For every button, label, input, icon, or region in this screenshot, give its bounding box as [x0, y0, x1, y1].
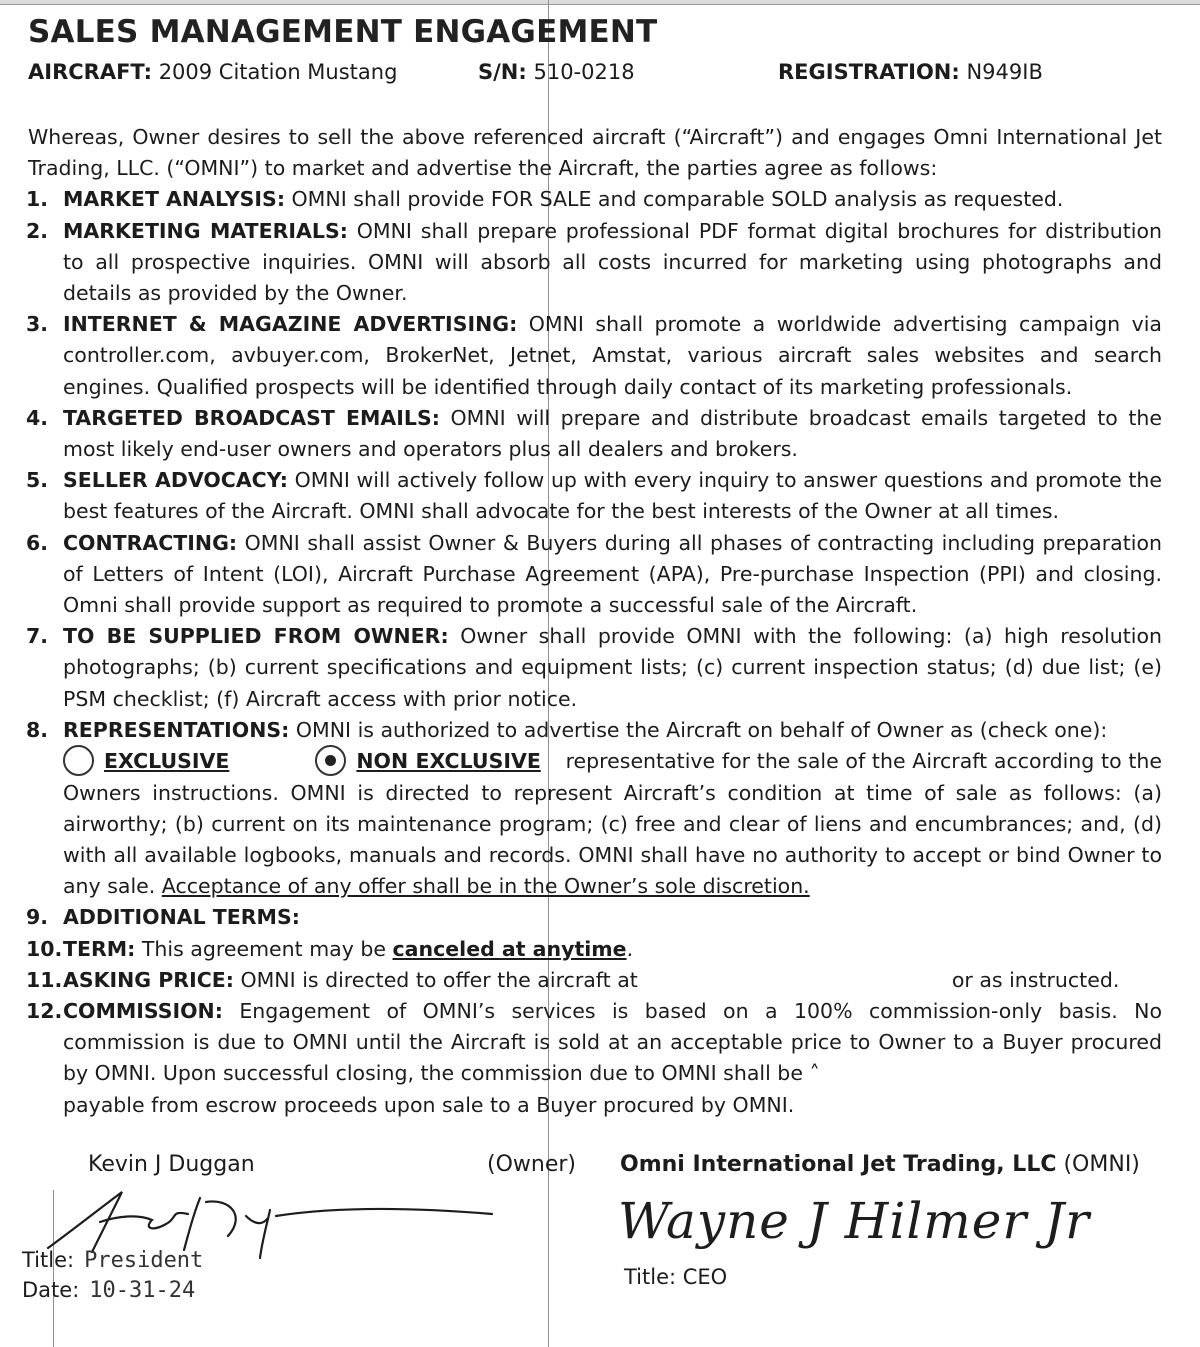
clause-label: COMMISSION:	[63, 998, 223, 1023]
clause-label: MARKET ANALYSIS:	[63, 187, 286, 212]
clause-number: 5.	[26, 468, 49, 493]
clause-number: 7.	[26, 624, 49, 649]
non-exclusive-radio[interactable]	[315, 745, 346, 776]
clause-label: MARKETING MATERIALS:	[63, 218, 348, 243]
clause-number: 10.	[26, 936, 63, 961]
agreement-body	[26, 122, 1162, 1121]
clause-number: 4.	[26, 405, 49, 430]
clause-10	[26, 934, 1162, 965]
clause-text: This agreement may be	[135, 936, 393, 961]
clause-label: REPRESENTATIONS:	[63, 717, 290, 742]
clause-number: 6.	[26, 530, 49, 555]
clause-number: 2.	[26, 218, 49, 243]
exclusive-radio[interactable]	[63, 745, 94, 776]
clause-12	[26, 996, 1162, 1121]
clause-number: 9.	[26, 905, 49, 930]
cancel-emphasis: canceled at anytime	[392, 936, 627, 961]
clause-text: OMNI shall provide FOR SALE and comparable SOLD analysis as requested.	[285, 187, 1064, 212]
clause-text: OMNI shall prepare professional PDF format digital brochures for distribution to all prospective inquiries. OMNI will absorb all costs incurred for marketing using photographs and details as provided by the Owner.	[63, 218, 1162, 306]
clause-text: OMNI shall promote a worldwide advertising campaign via controller.com, avbuyer.com, BrokerNet, Jetnet, Amstat, various aircraft sales websites and search engines. Qualified prospects will be identified through daily contact of its marketing professionals.	[63, 312, 1162, 399]
omni-tag: (OMNI)	[1056, 1152, 1140, 1177]
owner-date	[22, 1278, 195, 1303]
registration-label: REGISTRATION:	[778, 60, 960, 84]
clause-8	[26, 715, 1162, 903]
clause-text: OMNI will actively follow up with every inquiry to answer questions and promote the best features of the Aircraft. OMNI shall advocate for the best interests of the Owner at all times.	[63, 468, 1162, 524]
top-border	[0, 0, 1200, 5]
non-exclusive-option-label: NON EXCLUSIVE	[356, 749, 541, 774]
aircraft-value: 2009 Citation Mustang	[158, 60, 398, 84]
acceptance-note: Acceptance of any offer shall be in the Owner’s sole discretion.	[161, 874, 810, 899]
owner-date-value: 10-31-24	[89, 1278, 196, 1303]
owner-title	[22, 1248, 203, 1273]
clause-number: 8.	[26, 717, 49, 742]
registration-field	[778, 60, 1043, 84]
owner-date-label: Date:	[22, 1278, 80, 1302]
clause-11	[26, 965, 1162, 996]
clause-9	[26, 902, 1162, 933]
clause-number: 11.	[26, 967, 63, 992]
clause-end: .	[626, 936, 634, 961]
clause-label: TO BE SUPPLIED FROM OWNER:	[63, 624, 449, 649]
clause-3	[26, 309, 1162, 403]
exclusive-option-label: EXCLUSIVE	[104, 749, 230, 774]
document-title: SALES MANAGEMENT ENGAGEMENT	[28, 14, 658, 50]
intro-paragraph: Whereas, Owner desires to sell the above referenced aircraft (“Aircraft”) and engages Omni International Jet Trading, LLC. (“OMNI”) to market and advertise the Aircraft, the parties agree as follows:	[28, 125, 1162, 181]
aircraft-field	[28, 60, 397, 84]
owner-title-value: President	[84, 1248, 204, 1273]
clause-label: TARGETED BROADCAST EMAILS:	[63, 405, 440, 430]
clause-number: 12.	[26, 998, 63, 1023]
owner-title-label: Title:	[22, 1248, 75, 1272]
clause-label: ADDITIONAL TERMS:	[63, 905, 300, 930]
omni-company-name: Omni International Jet Trading, LLC	[620, 1152, 1057, 1177]
clause-7	[26, 621, 1162, 715]
registration-value: N949IB	[966, 60, 1043, 84]
clause-label: TERM:	[63, 936, 136, 961]
clause-number: 1.	[26, 187, 49, 212]
clause-text: Engagement of OMNI’s services is based on a 100% commission-only basis. No commission is due to OMNI until the Aircraft is sold at an acceptable price to Owner to a Buyer procured by OMNI. Upon successful closing, the commission due to OMNI shall be ˄	[63, 998, 1162, 1086]
clause-text-after: representative for the sale of the Aircraft according to the Owners instructions. OMNI is directed to represent Aircraft’s condition at time of sale as follows: (a) airworthy; (b) current on its maintenance program; (c) free and clear of liens and encumbrances; and, (d) with all available logbooks, manuals and records. OMNI shall have no authority to accept or bind Owner to any sale.	[63, 749, 1162, 899]
clause-text: OMNI is authorized to advertise the Aircraft on behalf of Owner as (check one):	[289, 717, 1108, 742]
clause-6	[26, 528, 1162, 622]
owner-name: Kevin J Duggan	[88, 1152, 255, 1177]
serial-value: 510-0218	[533, 60, 635, 84]
serial-label: S/N:	[478, 60, 527, 84]
clause-label: CONTRACTING:	[63, 530, 238, 555]
aircraft-label: AIRCRAFT:	[28, 60, 152, 84]
clause-1	[26, 184, 1162, 215]
serial-field	[478, 60, 635, 84]
clause-label: ASKING PRICE:	[63, 967, 234, 992]
clause-text: OMNI shall assist Owner & Buyers during all phases of contracting including preparation of Letters of Intent (LOI), Aircraft Purchase Agreement (APA), Pre-purchase Inspection (PPI) and closing. Omni shall provide support as required to promote a successful sale of the Aircraft.	[63, 530, 1162, 618]
clause-number: 3.	[26, 312, 49, 337]
clause-4	[26, 403, 1162, 465]
omni-company	[620, 1152, 1140, 1177]
clause-text: Owner shall provide OMNI with the following: (a) high resolution photographs; (b) current specifications and equipment lists; (c) current inspection status; (d) due list; (e) PSM checklist; (f) Aircraft access with prior notice.	[63, 624, 1163, 711]
clause-text-2: payable from escrow proceeds upon sale to a Buyer procured by OMNI.	[63, 1092, 795, 1117]
clause-text: OMNI is directed to offer the aircraft at	[233, 967, 638, 992]
clause-2	[26, 216, 1162, 310]
clause-5	[26, 465, 1162, 527]
omni-title: Title: CEO	[624, 1265, 728, 1289]
omni-signature: Wayne J Hilmer Jr	[618, 1192, 1091, 1250]
clause-text: OMNI will prepare and distribute broadcast emails targeted to the most likely end-user owners and operators plus all dealers and brokers.	[63, 405, 1162, 462]
clause-text-after: or as instructed.	[951, 967, 1120, 992]
clause-label: INTERNET & MAGAZINE ADVERTISING:	[63, 312, 518, 337]
owner-tag: (Owner)	[487, 1152, 576, 1177]
clause-label: SELLER ADVOCACY:	[63, 468, 288, 493]
